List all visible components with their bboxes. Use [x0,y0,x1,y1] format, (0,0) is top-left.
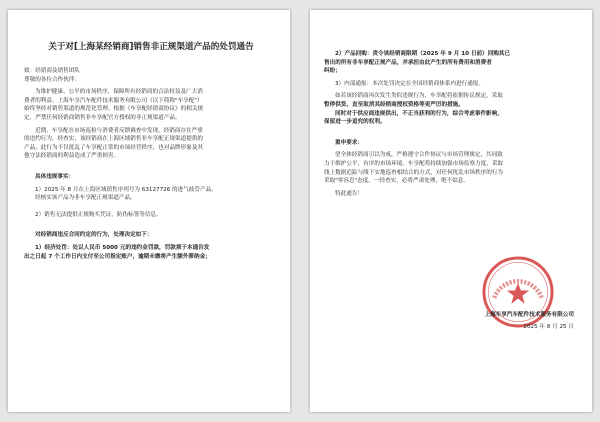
company-name: 上海车享汽车配件技术服务有限公司 [484,312,574,318]
fact-2: 2）销售无法提供正规购买凭证，防伪标签等信息。 [35,211,162,218]
paragraph-line: 的违约行为。经查实，该经销商在上海区域销售非车享配正规渠道提供的 [24,136,204,143]
document-page-left [8,10,290,412]
paragraph-line: 始终坚持对销售渠道的规范化管理。根据《车享配经销商协议》的相关规 [24,106,204,113]
item-line: 售出的所有非车享配正规产品，并承担由此产生的所有费用和消费者 [324,59,492,66]
item-3-body [324,92,578,126]
paragraph-line: 为维护健康、公平的市场秩序，保障所有经销商的合法权益及广大消 [35,89,203,96]
addressee: 致：经销商及销售团队 [24,68,80,74]
fact-line: 1）2025 年 8 月在上海区域销售序列号为 63127726 的进气歧管产品， [35,186,217,193]
item-line: 纠纷； [324,68,341,75]
closing: 特此通告！ [335,190,363,197]
emphasis-line: 力于维护公平、有序的市场环境。车享配将持续加强市场监察力度，采取 [324,160,504,167]
item-line: 同时对于供应商违规供出，不正当获利的行为，综合考虑事件影响， [335,110,503,117]
decision-1 [24,244,278,261]
item-3-intro [324,80,578,89]
signature-block [484,310,574,330]
decision-line: 1）经济处罚：处以人民币 5000 元的违约金罚款，罚款须于本通告发 [35,244,210,251]
paragraph-line: 产品，此行为不仅扰乱了车享配正常的市场经营秩序，也对品牌形象及其 [24,144,204,151]
paragraph-line: 他守法经销商的利益造成了严重损害。 [24,153,120,160]
paragraph-line: 定，严禁任何经销商销售非车享配官方授权的非正规渠道产品。 [24,114,181,121]
fact-1 [24,186,278,203]
item-line: 暂停供货、直至取消其经销商授权资格等更严厉的措施。 [324,101,464,108]
emphasis-heading: 重申要求： [335,139,363,146]
paragraph-findings [24,127,278,161]
item-2 [324,50,578,76]
notice-date: 2025 年 8 月 25 日 [523,324,574,330]
emphasis-line: 采取"零容忍"态度，一经查实，必将严肃处理，绝不姑息。 [324,178,469,185]
emphasis-body [324,151,578,185]
emphasis-line: 望全体经销商引以为戒，严格遵守合作协议与市场管理规定，共同致 [335,152,503,159]
decision-heading: 对经销商违反合同约定的行为，处理决定如下： [35,232,153,239]
paragraph-line: 近期，车享配在市场巡检与消费者反馈调查中发现，经销商存在严重 [35,127,203,134]
fact-line: 经核实该产品为非车享配正规渠道产品。 [35,195,136,202]
decision-line: 出之日起 7 个工作日内支付至公司指定账户，逾期未缴将产生额外滞纳金； [24,253,211,260]
item-line: 保留进一步追究的权利。 [324,119,386,126]
paragraph-line: 费者的利益，上海车享汽车配件技术服务有限公司（以下简称"车享配"） [24,97,203,104]
item-line: 2）产品回购：责令该经销商限期（2025 年 9 月 10 日前）回购其已 [335,51,511,57]
emphasis-line: 线上数据追踪与线下实地巡查相结合的方式，对任何扰乱市场秩序的行为 [324,169,504,176]
facts-heading: 具体违规事实： [35,173,75,180]
item-3-intro-text: 3）内部通报：本次处罚决定在全国经销商体系内进行通报。 [335,80,484,87]
document-page-right [310,10,592,412]
notice-title: 关于对[上海某经销商]销售非正规渠道产品的处罚通告 [48,42,254,52]
item-line: 如若该经销商再次发生类似违规行为，车享配将依据协议规定，采取 [335,93,503,100]
paragraph-intro [24,88,278,122]
greeting: 尊敬的各位合作伙伴： [24,76,80,83]
